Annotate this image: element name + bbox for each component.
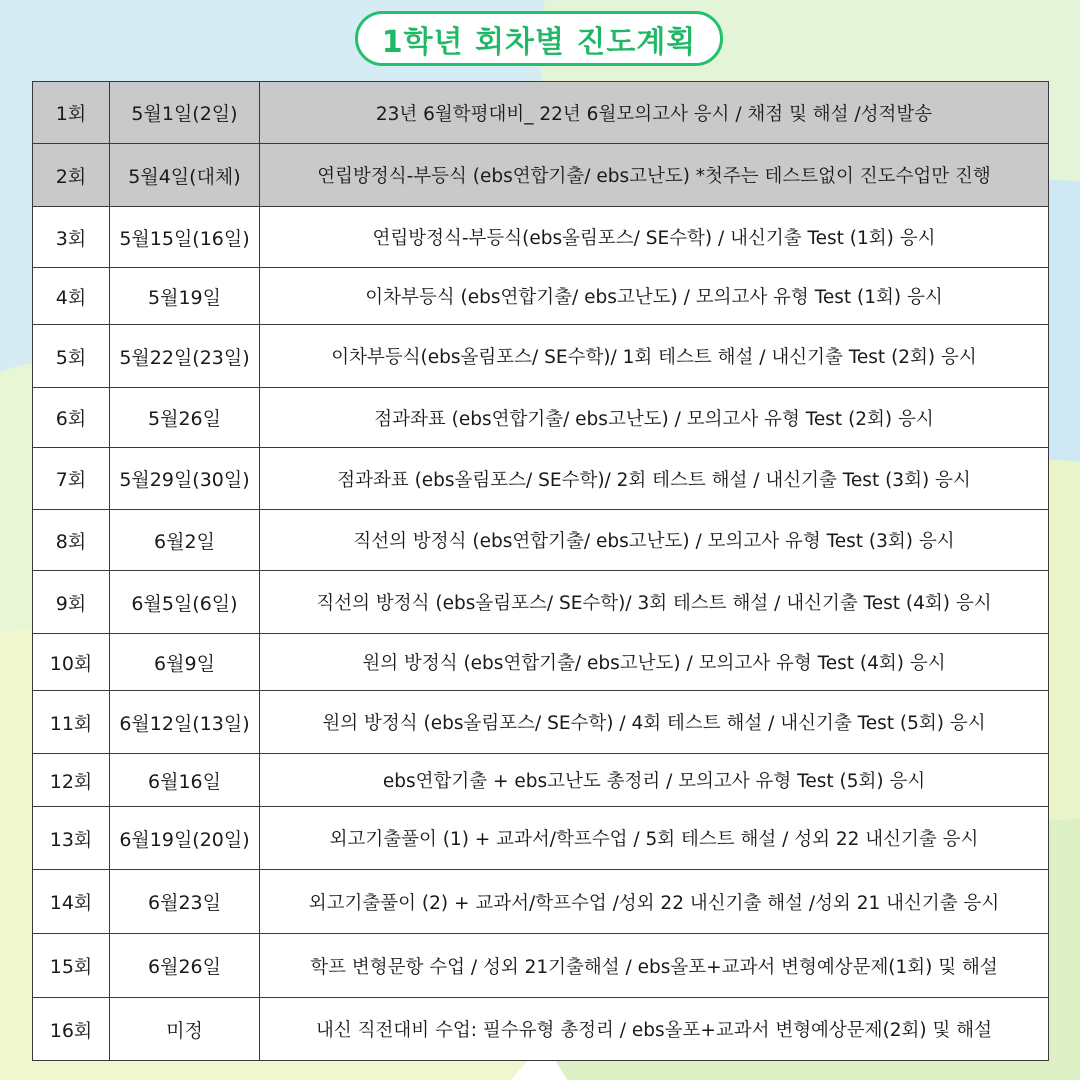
schedule-body (33, 82, 1049, 1061)
date-cell: 6월12일(13일) (110, 691, 260, 754)
content-cell: 연립방정식-부등식 (ebs연합기출/ ebs고난도) *첫주는 테스트없이 진도수업만 진행 (260, 144, 1049, 207)
content-cell: ebs연합기출 + ebs고난도 총정리 / 모의고사 유형 Test (5회) 응시 (260, 754, 1049, 807)
session-cell: 11회 (33, 691, 110, 754)
content-cell: 이차부등식(ebs올림포스/ SE수학)/ 1회 테스트 해설 / 내신기출 Test (2회) 응시 (260, 325, 1049, 388)
schedule-table (32, 81, 1049, 1061)
session-cell: 4회 (33, 268, 110, 325)
content-cell: 점과좌표 (ebs올림포스/ SE수학)/ 2회 테스트 해설 / 내신기출 Test (3회) 응시 (260, 448, 1049, 510)
content-cell: 직선의 방정식 (ebs연합기출/ ebs고난도) / 모의고사 유형 Test (3회) 응시 (260, 510, 1049, 571)
table-row (33, 448, 1049, 510)
session-cell: 6회 (33, 388, 110, 448)
table-row (33, 268, 1049, 325)
date-cell: 6월2일 (110, 510, 260, 571)
session-cell: 7회 (33, 448, 110, 510)
table-row (33, 510, 1049, 571)
content-cell: 외고기출풀이 (1) + 교과서/학프수업 / 5회 테스트 해설 / 성외 22 내신기출 응시 (260, 807, 1049, 870)
session-cell: 9회 (33, 571, 110, 634)
table-row (33, 870, 1049, 934)
table-row (33, 325, 1049, 388)
date-cell: 5월4일(대체) (110, 144, 260, 207)
content-cell: 외고기출풀이 (2) + 교과서/학프수업 /성외 22 내신기출 해설 /성외 21 내신기출 응시 (260, 870, 1049, 934)
date-cell: 5월26일 (110, 388, 260, 448)
content-cell: 학프 변형문항 수업 / 성외 21기출해설 / ebs올포+교과서 변형예상문제(1회) 및 해설 (260, 934, 1049, 998)
session-cell: 10회 (33, 634, 110, 691)
content-cell: 내신 직전대비 수업: 필수유형 총정리 / ebs올포+교과서 변형예상문제(2회) 및 해설 (260, 998, 1049, 1061)
date-cell: 5월22일(23일) (110, 325, 260, 388)
session-cell: 15회 (33, 934, 110, 998)
date-cell: 6월26일 (110, 934, 260, 998)
table-row (33, 388, 1049, 448)
table-row (33, 754, 1049, 807)
content-cell: 이차부등식 (ebs연합기출/ ebs고난도) / 모의고사 유형 Test (1회) 응시 (260, 268, 1049, 325)
content-cell: 연립방정식-부등식(ebs올림포스/ SE수학) / 내신기출 Test (1회) 응시 (260, 207, 1049, 268)
session-cell: 12회 (33, 754, 110, 807)
session-cell: 16회 (33, 998, 110, 1061)
table-row (33, 691, 1049, 754)
date-cell: 6월9일 (110, 634, 260, 691)
table-row (33, 144, 1049, 207)
table-row (33, 634, 1049, 691)
date-cell: 5월15일(16일) (110, 207, 260, 268)
date-cell: 6월16일 (110, 754, 260, 807)
date-cell: 5월19일 (110, 268, 260, 325)
content-cell: 점과좌표 (ebs연합기출/ ebs고난도) / 모의고사 유형 Test (2회) 응시 (260, 388, 1049, 448)
date-cell: 6월23일 (110, 870, 260, 934)
date-cell: 5월29일(30일) (110, 448, 260, 510)
date-cell: 6월19일(20일) (110, 807, 260, 870)
date-cell: 6월5일(6일) (110, 571, 260, 634)
session-cell: 14회 (33, 870, 110, 934)
session-cell: 1회 (33, 82, 110, 144)
date-cell: 미정 (110, 998, 260, 1061)
table-row (33, 571, 1049, 634)
table-row (33, 82, 1049, 144)
session-cell: 13회 (33, 807, 110, 870)
table-row (33, 934, 1049, 998)
table-row (33, 207, 1049, 268)
table-row (33, 807, 1049, 870)
content-cell: 원의 방정식 (ebs올림포스/ SE수학) / 4회 테스트 해설 / 내신기출 Test (5회) 응시 (260, 691, 1049, 754)
page-title: 1학년 회차별 진도계획 (381, 24, 697, 60)
content-cell: 원의 방정식 (ebs연합기출/ ebs고난도) / 모의고사 유형 Test (4회) 응시 (260, 634, 1049, 691)
session-cell: 3회 (33, 207, 110, 268)
title-badge (355, 11, 723, 66)
content-cell: 직선의 방정식 (ebs올림포스/ SE수학)/ 3회 테스트 해설 / 내신기출 Test (4회) 응시 (260, 571, 1049, 634)
content-cell: 23년 6월학평대비_ 22년 6월모의고사 응시 / 채점 및 해설 /성적발송 (260, 82, 1049, 144)
session-cell: 2회 (33, 144, 110, 207)
date-cell: 5월1일(2일) (110, 82, 260, 144)
session-cell: 8회 (33, 510, 110, 571)
session-cell: 5회 (33, 325, 110, 388)
table-row (33, 998, 1049, 1061)
